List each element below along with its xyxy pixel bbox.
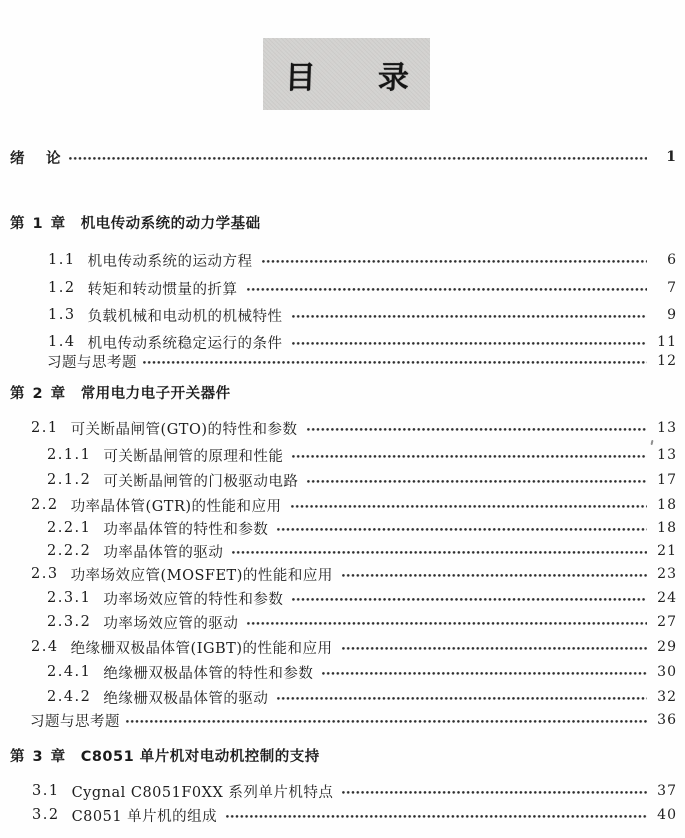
toc-entry-title: 机电传动系统稳定运行的条件 [87, 335, 283, 352]
toc-entry [0, 443, 685, 467]
toc-title-char-mu: 目 [283, 59, 317, 96]
dot-leader [277, 528, 647, 531]
dot-leader [126, 720, 647, 723]
toc-entry-page: 9 [667, 307, 677, 323]
toc-chapter-title: 机电传动系统的动力学基础 [80, 215, 261, 232]
toc-entry-number: 2.3.1 [47, 590, 92, 606]
toc-entry-number: 2.1 [31, 420, 59, 436]
toc-entry-title: C8051 单片机的组成 [71, 808, 218, 825]
toc-entry-title: 可关断晶闸管的原理和性能 [103, 448, 284, 465]
toc-entry-page: 1 [666, 149, 677, 165]
toc-entry-title: 论 [46, 150, 61, 167]
toc-chapter-heading [0, 743, 685, 767]
toc-entry-number: 2.3 [31, 566, 59, 582]
dot-leader [292, 598, 647, 601]
toc-entry-title: 绝缘栅双极晶体管(IGBT)的性能和应用 [70, 640, 333, 657]
toc-entry-title: 功率晶体管的驱动 [103, 544, 224, 561]
toc-entry-exercises [0, 349, 685, 373]
toc-entry [0, 779, 685, 803]
toc-chapter-heading [0, 210, 685, 234]
toc-entry-page: 30 [657, 664, 677, 680]
toc-entry-page: 32 [657, 689, 677, 705]
toc-entry-page: 11 [657, 334, 677, 350]
dot-leader [262, 260, 647, 263]
toc-entry [0, 303, 685, 327]
toc-entry-page: 24 [657, 590, 677, 606]
toc-entry-page: 6 [667, 252, 677, 268]
dot-leader [307, 428, 647, 431]
toc-entry [0, 416, 685, 440]
dot-leader [292, 315, 647, 318]
dot-leader [226, 815, 647, 818]
toc-entry-number: 2.1.1 [47, 447, 92, 463]
toc-entry-number: 2.2.1 [47, 520, 92, 536]
dot-leader [247, 622, 647, 625]
toc-entry-number: 3.2 [32, 807, 60, 823]
toc-entry-number: 2.4.1 [47, 664, 92, 680]
toc-entry-number: 1.2 [48, 280, 76, 296]
toc-entry-page: 40 [657, 807, 677, 823]
toc-entry-number: 1.4 [48, 334, 76, 350]
toc-entry-page: 13 [657, 420, 677, 436]
toc-entry [0, 248, 685, 272]
toc-entry-title: 习题与思考题 [47, 354, 137, 371]
toc-entry-page: 27 [657, 614, 677, 630]
toc-entry-title: 机电传动系统的运动方程 [87, 253, 253, 270]
toc-entry-number: 2.2 [31, 497, 59, 513]
toc-entry-page: 7 [667, 280, 677, 296]
toc-entry-page: 37 [657, 783, 677, 799]
dot-leader [322, 672, 647, 675]
toc-entry [0, 685, 685, 709]
toc-entry-preface [0, 145, 685, 169]
toc-entry-title: 可关断晶闸管的门极驱动电路 [103, 473, 299, 490]
toc-entry-title: 习题与思考题 [30, 713, 120, 730]
toc-entry-page: 23 [657, 566, 677, 582]
dot-leader [292, 342, 647, 345]
toc-entry-title: 绝缘栅双极晶体管的特性和参数 [103, 665, 314, 682]
toc-entry-title: 功率晶体管的特性和参数 [103, 521, 269, 538]
toc-entry-page: 17 [657, 472, 677, 488]
toc-entry [0, 539, 685, 563]
toc-entry-title: 功率场效应管(MOSFET)的性能和应用 [70, 567, 333, 584]
toc-entry-number: 2.1.2 [47, 472, 92, 488]
toc-chapter-title: 常用电力电子开关器件 [80, 385, 231, 402]
dot-leader [307, 480, 647, 483]
toc-entry [0, 586, 685, 610]
dot-leader [232, 551, 647, 554]
toc-chapter-number: 第 1 章 [10, 215, 67, 232]
dot-leader [277, 697, 647, 700]
toc-chapter-number: 第 3 章 [10, 748, 67, 765]
toc-entry-exercises [0, 708, 685, 732]
toc-entry-title: 绝缘栅双极晶体管的驱动 [103, 690, 269, 707]
toc-title-banner [263, 38, 430, 110]
toc-entry-number: 1.1 [48, 252, 76, 268]
toc-entry [0, 660, 685, 684]
toc-entry [0, 803, 685, 827]
toc-title-char-lu: 录 [376, 59, 410, 96]
dot-leader [247, 288, 647, 291]
toc-entry-title: 功率场效应管的特性和参数 [103, 591, 284, 608]
dot-leader [69, 157, 647, 160]
toc-chapter-number: 第 2 章 [10, 385, 67, 402]
toc-chapter-heading [0, 380, 685, 404]
toc-entry-title: 功率晶体管(GTR)的性能和应用 [70, 498, 282, 515]
toc-entry-title: 负载机械和电动机的机械特性 [87, 308, 283, 325]
dot-leader [342, 647, 647, 650]
toc-entry-page: 12 [657, 353, 677, 369]
toc-chapter-title: C8051 单片机对电动机控制的支持 [80, 748, 320, 765]
toc-entry [0, 610, 685, 634]
dot-leader [342, 791, 647, 794]
dot-leader [292, 455, 647, 458]
toc-entry [0, 562, 685, 586]
toc-entry-title: 可关断晶闸管(GTO)的特性和参数 [70, 421, 298, 438]
toc-entry-title: 功率场效应管的驱动 [103, 615, 239, 632]
toc-entry [0, 516, 685, 540]
dot-leader [342, 574, 647, 577]
toc-entry-number: 2.4 [31, 639, 59, 655]
toc-entry-title: 转矩和转动惯量的折算 [87, 281, 238, 298]
toc-entry-page: 13 [657, 447, 677, 463]
toc-entry [0, 493, 685, 517]
toc-entry-number: 2.4.2 [47, 689, 92, 705]
toc-entry-number: 2.2.2 [47, 543, 92, 559]
toc-entry-page: 18 [657, 520, 677, 536]
toc-entry-page: 36 [657, 712, 677, 728]
toc-entry [0, 635, 685, 659]
toc-entry [0, 468, 685, 492]
toc-entry-number: 2.3.2 [47, 614, 92, 630]
toc-entry-page: 18 [657, 497, 677, 513]
dot-leader [291, 505, 647, 508]
toc-entry-page: 29 [657, 639, 677, 655]
dot-leader [143, 361, 647, 364]
toc-entry-number: 绪 [10, 150, 26, 167]
toc-entry-number: 1.3 [48, 307, 76, 323]
toc-entry-page: 21 [657, 543, 677, 559]
toc-entry-number: 3.1 [32, 783, 60, 799]
toc-entry-title: Cygnal C8051F0XX 系列单片机特点 [71, 784, 334, 801]
toc-entry [0, 276, 685, 300]
